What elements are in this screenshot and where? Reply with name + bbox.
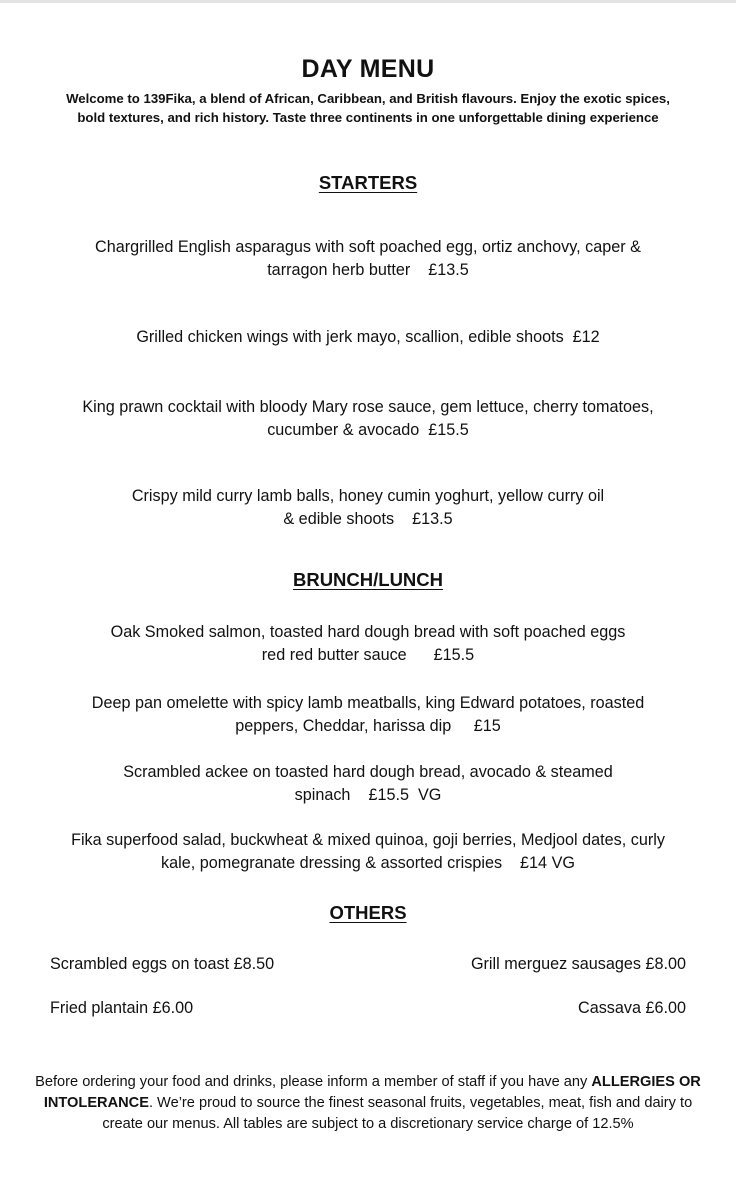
menu-item	[30, 485, 706, 531]
menu-item	[30, 326, 706, 349]
item-description: & edible shoots	[283, 510, 395, 528]
top-divider	[0, 0, 736, 3]
allergy-notice-body: . We’re proud to source the finest seasonal fruits, vegetables, meat, fish and dairy to create our menus. All tables are subject to a discretionary service charge of 12.5%	[102, 1094, 693, 1132]
item-description: Deep pan omelette with spicy lamb meatballs, king Edward potatoes, roasted	[91, 694, 645, 712]
page-title: DAY MENU	[301, 55, 435, 83]
dietary-tag: VG	[551, 854, 575, 872]
item-description: Crispy mild curry lamb balls, honey cumin yoghurt, yellow curry oil	[131, 487, 605, 505]
item-name: Cassava	[578, 999, 641, 1017]
section-heading-starters: STARTERS	[318, 172, 418, 193]
intro-text: Welcome to 139Fika, a blend of African, Caribbean, and British flavours. Enjoy the exotic spices, bold textures, and rich history. Taste three continents in one unforgettable dining experience	[66, 91, 670, 125]
dietary-tag: VG	[417, 786, 442, 804]
menu-item	[578, 999, 686, 1018]
menu-item	[30, 829, 706, 875]
item-description: Oak Smoked salmon, toasted hard dough bread with soft poached eggs	[110, 623, 626, 641]
item-name: Scrambled eggs on toast	[50, 955, 230, 973]
menu-item	[30, 621, 706, 667]
item-price: £13.5	[428, 261, 469, 279]
item-price: £12	[572, 328, 600, 346]
menu-item	[471, 955, 686, 974]
section-heading-brunch-lunch: BRUNCH/LUNCH	[292, 569, 444, 590]
item-description: King prawn cocktail with bloody Mary rose sauce, gem lettuce, cherry tomatoes,	[82, 398, 654, 416]
section-heading-others: OTHERS	[329, 902, 407, 923]
item-price: £15.5	[428, 421, 469, 439]
item-description: cucumber & avocado	[267, 421, 420, 439]
item-name: Grill merguez sausages	[470, 955, 641, 973]
menu-item	[30, 236, 706, 282]
item-description: Grilled chicken wings with jerk mayo, scallion, edible shoots	[136, 328, 564, 346]
allergy-emphasis: ALLERGIES OR INTOLERANCE	[43, 1074, 701, 1111]
item-price: £15.5	[433, 646, 475, 664]
menu-item	[30, 692, 706, 738]
item-price: £8.00	[645, 955, 686, 973]
allergy-notice-intro: Before ordering your food and drinks, please inform a member of staff if you have any	[35, 1074, 588, 1090]
allergy-notice	[30, 1072, 706, 1134]
item-description: Chargrilled English asparagus with soft poached egg, ortiz anchovy, caper &	[95, 238, 641, 256]
menu-item	[30, 761, 706, 807]
item-name: Fried plantain	[50, 999, 149, 1017]
menu-item	[30, 396, 706, 442]
item-price: £14	[520, 854, 548, 872]
item-description: spinach	[294, 786, 351, 804]
item-description: Scrambled ackee on toasted hard dough bread, avocado & steamed	[123, 763, 613, 781]
item-description: peppers, Cheddar, harissa dip	[235, 717, 452, 735]
menu-item	[50, 999, 193, 1018]
item-price: £13.5	[412, 510, 453, 528]
item-price: £6.00	[645, 999, 686, 1017]
item-description: Fika superfood salad, buckwheat & mixed quinoa, goji berries, Medjool dates, curly	[71, 831, 665, 849]
item-description: red red butter sauce	[261, 646, 407, 664]
menu-item	[50, 955, 274, 974]
item-price: £8.50	[233, 955, 275, 973]
item-price: £6.00	[152, 999, 194, 1017]
item-price: £15.5	[368, 786, 409, 804]
item-price: £15	[473, 717, 501, 735]
item-description: kale, pomegranate dressing & assorted crispies	[161, 854, 503, 872]
item-description: tarragon herb butter	[267, 261, 411, 279]
